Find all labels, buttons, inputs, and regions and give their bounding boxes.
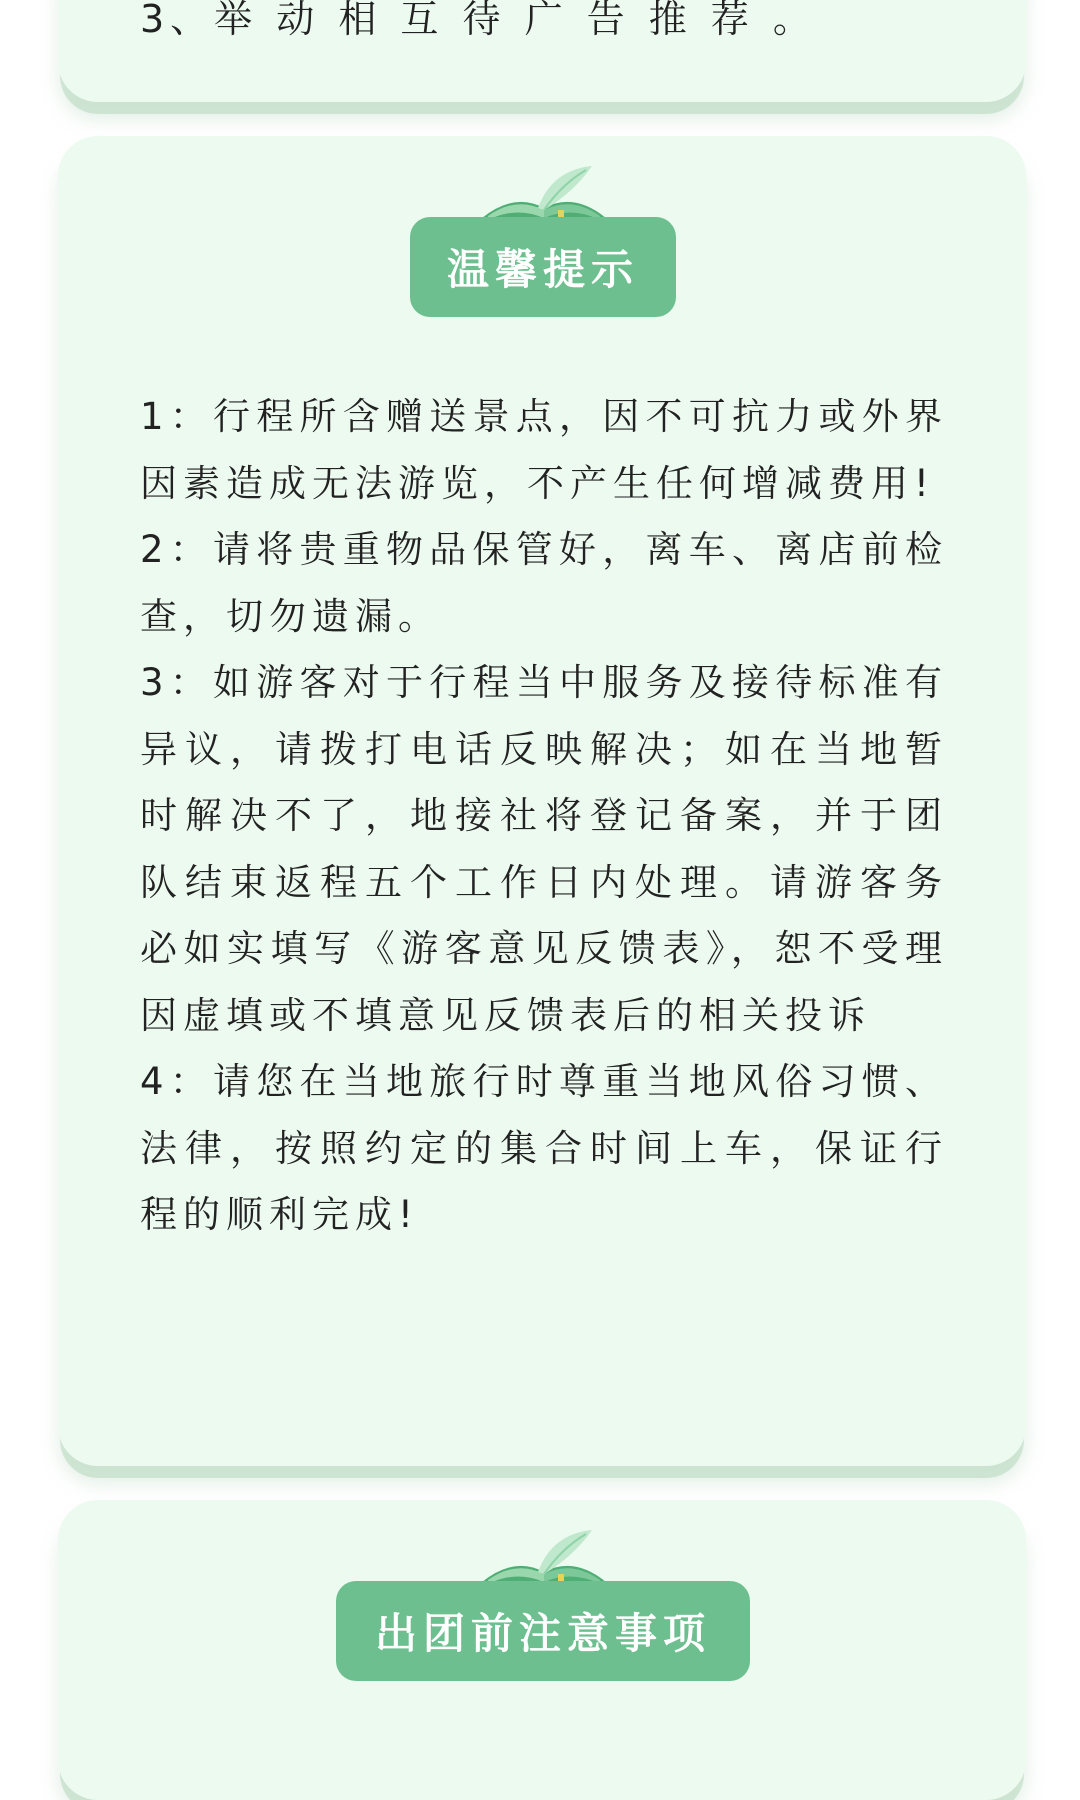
tips-list xyxy=(140,384,948,1249)
previous-section-card xyxy=(58,0,1026,102)
tip-item-3: 3：如游客对于行程当中服务及接待标准有异议，请拨打电话反映解决；如在当地暂时解决不了，地接社将登记备案，并于团队结束返程五个工作日内处理。请游客务必如实填写《游客意见反馈表》，恕不受理因虚填或不填意见反馈表后的相关投诉 xyxy=(140,661,948,1037)
tip-item-4: 4：请您在当地旅行时尊重当地风俗习惯、法律，按照约定的集合时间上车，保证行程的顺利完成! xyxy=(140,1060,948,1236)
tip-item-2: 2：请将贵重物品保管好，离车、离店前检查，切勿遗漏。 xyxy=(140,528,948,638)
notice-title-badge: 出团前注意事项 xyxy=(336,1581,750,1681)
previous-section-last-line: 3、举 动 相 互 待 广 告 推 荐 。 xyxy=(140,0,817,41)
tip-item-1: 1：行程所含赠送景点，因不可抗力或外界因素造成无法游览，不产生任何增减费用! xyxy=(140,395,948,505)
tips-title-badge: 温馨提示 xyxy=(410,217,676,317)
